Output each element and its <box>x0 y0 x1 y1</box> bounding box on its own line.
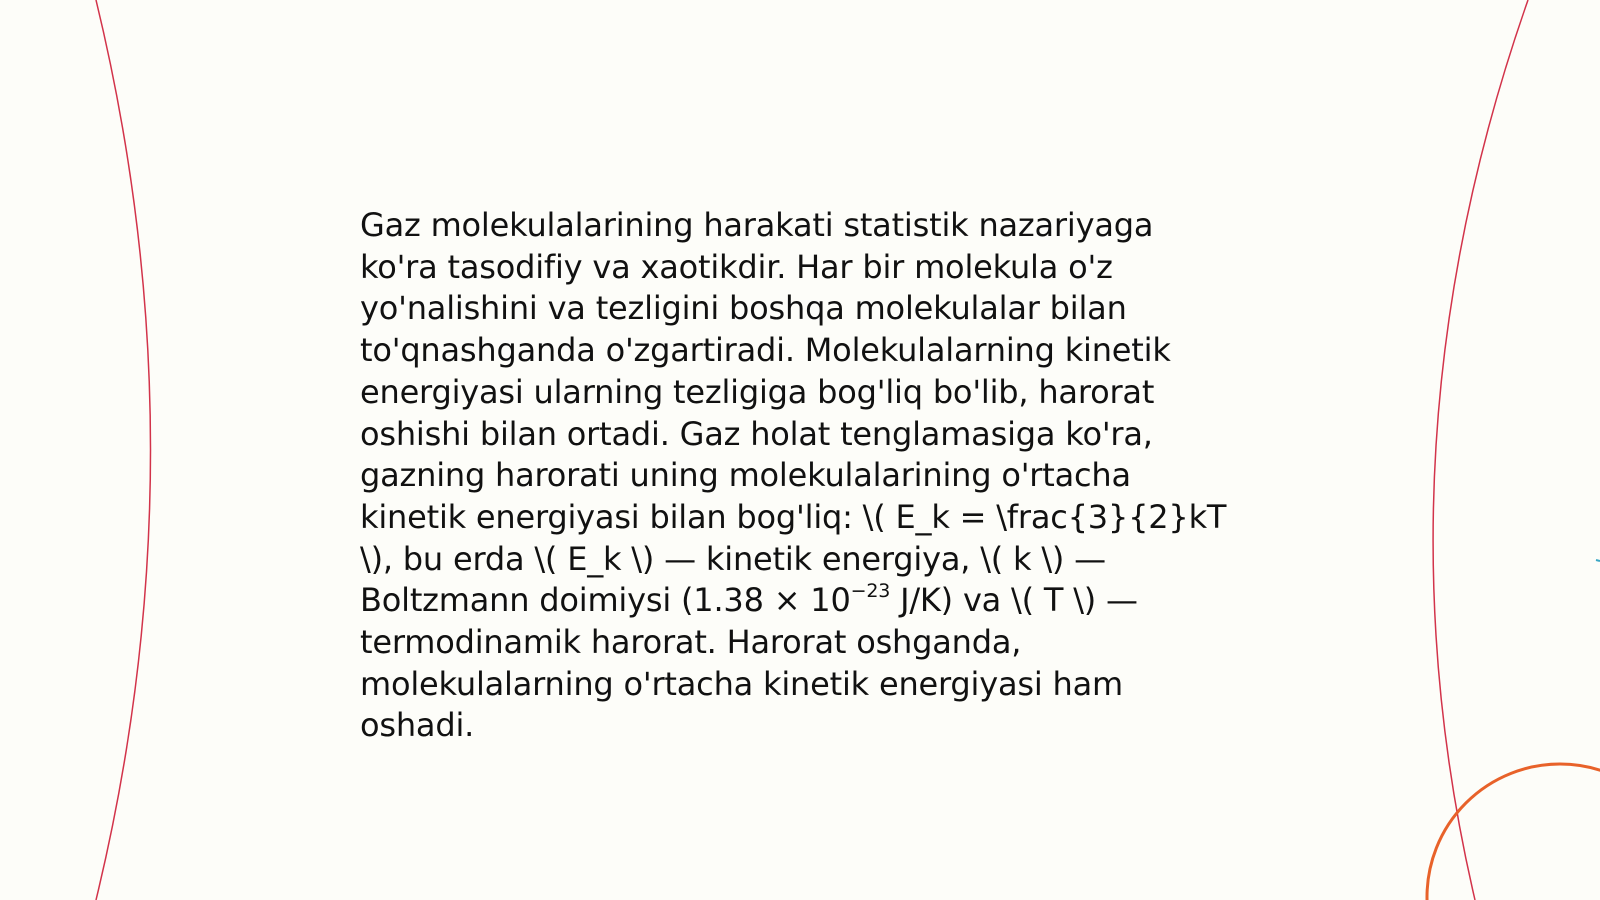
text-line: Gaz molekulalarining harakati statistik nazariyaga <box>360 206 1154 244</box>
slide-body-text <box>360 205 1227 747</box>
text-line: kinetik energiyasi bilan bog'liq: \( E_k = \frac{3}{2}kT <box>360 497 1227 536</box>
text-line: termodinamik harorat. Harorat oshganda, <box>360 623 1022 662</box>
text-line: molekulalarning o'rtacha kinetik energiyasi ham <box>360 664 1123 703</box>
text-line: energiyasi ularning tezligiga bog'liq bo'lib, harorat <box>360 372 1155 411</box>
small-teal-mark <box>1596 560 1600 561</box>
text-line: oshadi. <box>360 706 475 745</box>
text-line: to'qnashganda o'zgartiradi. Molekulalarning kinetik <box>360 331 1171 370</box>
text-line: ko'ra tasodifiy va xaotikdir. Har bir molekula o'z <box>360 247 1113 286</box>
boltzmann-text-before: Boltzmann doimiysi (1.38 × 10 <box>360 581 851 620</box>
boltzmann-exponent: −23 <box>850 580 891 603</box>
text-line: oshishi bilan ortadi. Gaz holat tenglamasiga ko'ra, <box>360 414 1153 453</box>
left-curve <box>96 0 151 900</box>
text-line: \), bu erda \( E_k \) — kinetik energiya, \( k \) — <box>360 539 1106 578</box>
boltzmann-text-after: J/K) va \( T \) — <box>890 581 1138 620</box>
text-line: gazning harorati uning molekulalarining o'rtacha <box>360 456 1131 495</box>
right-curve <box>1433 0 1528 900</box>
text-line-boltzmann <box>360 580 1220 622</box>
text-line: yo'nalishini va tezligini boshqa molekulalar bilan <box>360 289 1127 328</box>
